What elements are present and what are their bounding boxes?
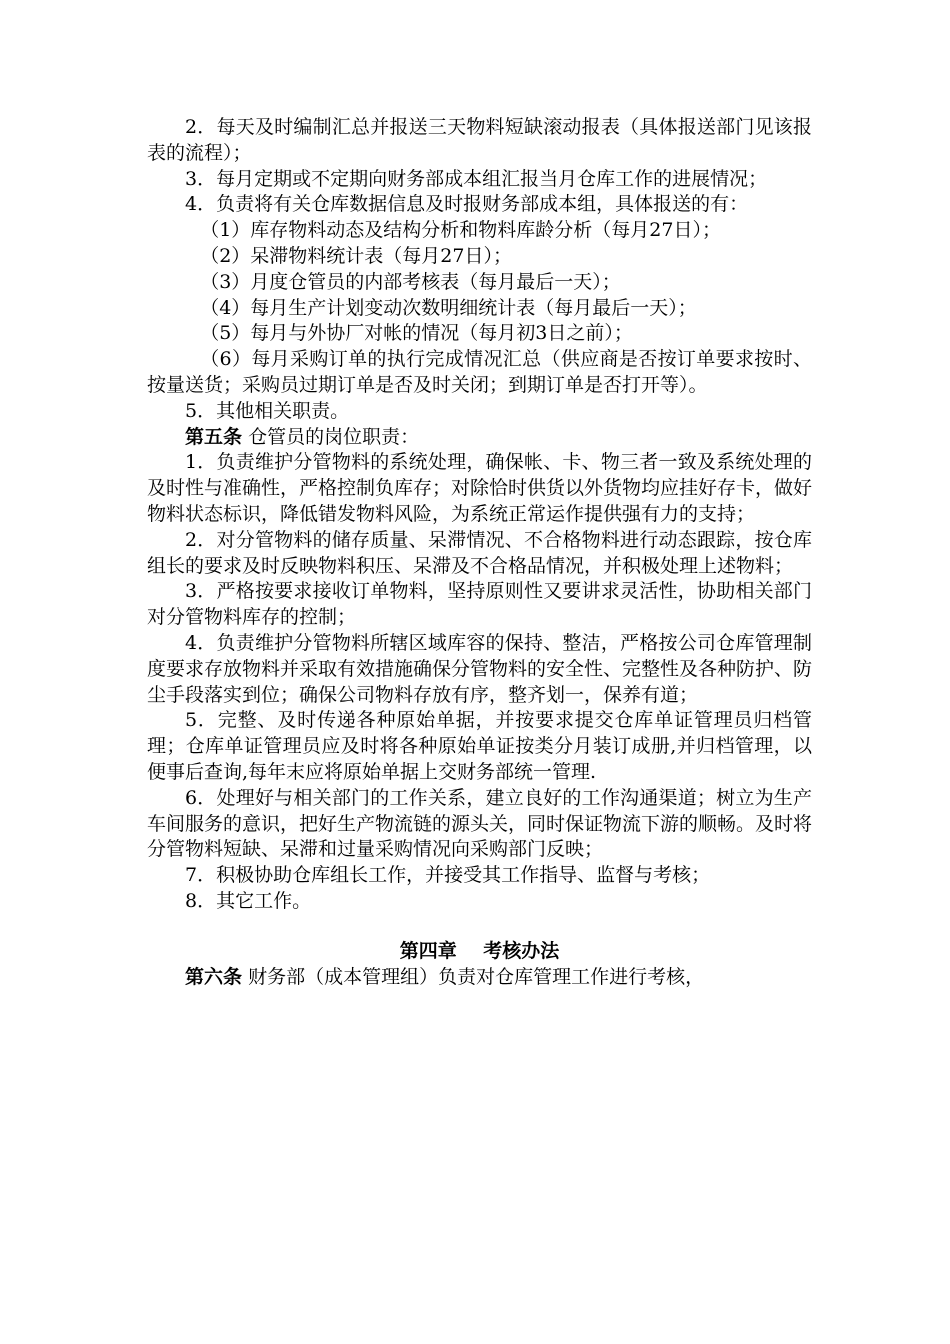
article-5-label: 第五条 bbox=[185, 425, 243, 448]
subitem-4: （4）每月生产计划变动次数明细统计表（每月最后一天）； bbox=[200, 296, 697, 319]
paragraph-item-3: 3．每月定期或不定期向财务部成本组汇报当月仓库工作的进展情况； bbox=[185, 167, 768, 190]
article-5-heading bbox=[147, 425, 812, 451]
article-5-item-5: 5．完整、及时传递各种原始单据，并按要求提交仓库单证管理员归档管理；仓库单证管理员应及时将各种原始单证按类分月装订成册,并归档管理，以便事后查询,每年末应将原始单据上交财务部统一管理. bbox=[147, 709, 812, 783]
subitem-1: （1）库存物料动态及结构分析和物料库龄分析（每月27日）； bbox=[200, 219, 721, 242]
paragraph-item-2: 2．每天及时编制汇总并报送三天物料短缺滚动报表（具体报送部门见该报表的流程）； bbox=[147, 116, 812, 164]
paragraph-item-4: 4．负责将有关仓库数据信息及时报财务部成本组，具体报送的有： bbox=[185, 193, 749, 216]
subitem-6: （6）每月采购订单的执行完成情况汇总（供应商是否按订单要求按时、按量送货；采购员过期订单是否及时关闭；到期订单是否打开等）。 bbox=[147, 348, 812, 396]
document-page bbox=[147, 115, 812, 990]
chapter-heading bbox=[147, 939, 812, 965]
chapter-number: 第四章 bbox=[399, 939, 457, 962]
article-6-paragraph bbox=[147, 965, 812, 991]
article-5-title: 仓管员的岗位职责： bbox=[248, 425, 420, 448]
article-5-item-7: 7．积极协助仓库组长工作，并接受其工作指导、监督与考核； bbox=[185, 864, 711, 887]
article-5-item-4: 4．负责维护分管物料所辖区域库容的保持、整洁，严格按公司仓库管理制度要求存放物料并采取有效措施确保分管物料的安全性、完整性及各种防护、防尘手段落实到位；确保公司物料存放有序，整齐划一，保养有道； bbox=[147, 631, 813, 706]
chapter-title: 考核办法 bbox=[483, 939, 560, 962]
article-6-text: 财务部（成本管理组）负责对仓库管理工作进行考核， bbox=[248, 965, 705, 988]
article-5-item-6: 6．处理好与相关部门的工作关系，建立良好的工作沟通渠道；树立为生产车间服务的意识，把好生产物流链的源头关，同时保证物流下游的顺畅。及时将分管物料短缺、呆滞和过量采购情况向采购部门反映； bbox=[147, 786, 813, 861]
subitem-3: （3）月度仓管员的内部考核表（每月最后一天）； bbox=[200, 270, 621, 293]
article-5-item-3: 3．严格按要求接收订单物料，坚持原则性又要讲求灵活性，协助相关部门对分管物料库存的控制； bbox=[147, 580, 812, 629]
article-5-item-2: 2．对分管物料的储存质量、呆滞情况、不合格物料进行动态跟踪，按仓库组长的要求及时反映物料积压、呆滞及不合格品情况，并积极处理上述物料； bbox=[147, 528, 812, 577]
article-5-item-8: 8．其它工作。 bbox=[185, 889, 312, 912]
paragraph-item-5: 5．其他相关职责。 bbox=[185, 399, 350, 422]
article-5-item-1: 1．负责维护分管物料的系统处理，确保帐、卡、物三者一致及系统处理的及时性与准确性，严格控制负库存；对除恰时供货以外货物均应挂好存卡，做好物料状态标识，降低错发物料风险，为系统正常运作提供强有力的支持； bbox=[147, 451, 813, 525]
article-6-label: 第六条 bbox=[185, 965, 243, 988]
subitem-5: （5）每月与外协厂对帐的情况（每月初3日之前）； bbox=[200, 322, 633, 345]
subitem-2: （2）呆滞物料统计表（每月27日）； bbox=[200, 244, 512, 267]
